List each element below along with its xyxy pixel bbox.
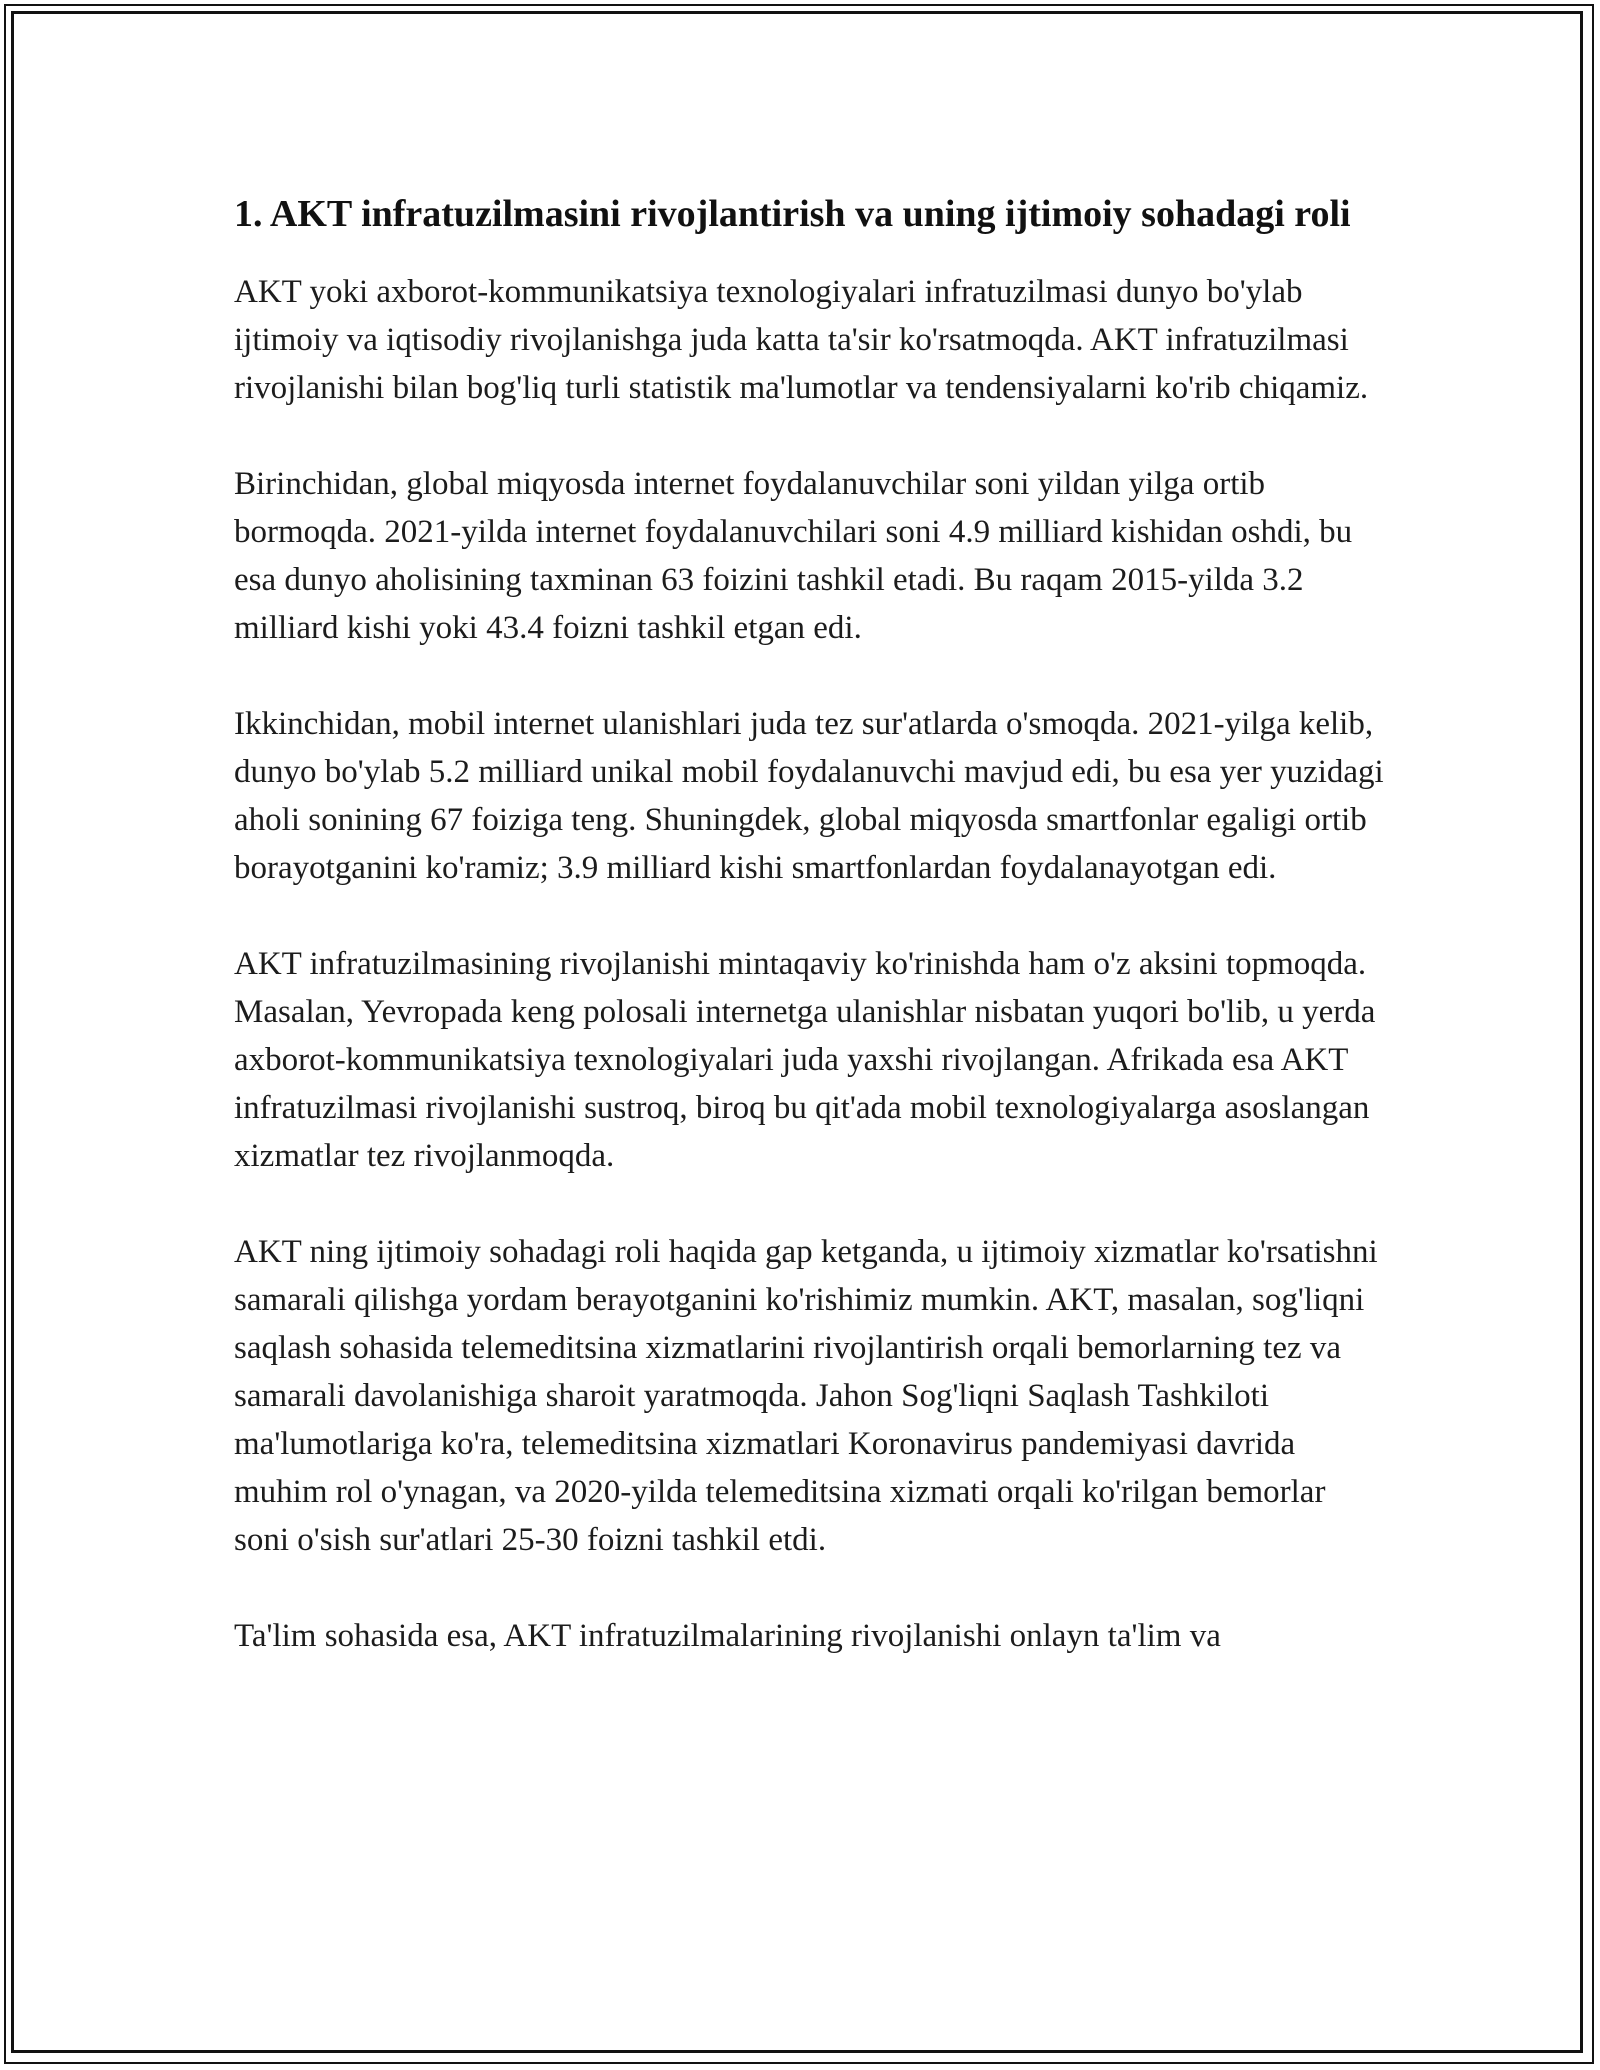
paragraph-intro: AKT yoki axborot-kommunikatsiya texnologiyalari infratuzilmasi dunyo bo'ylab ijtimoiy va iqtisodiy rivojlanishga juda katta ta'sir ko'rsatmoqda. AKT infratuzilmasi rivojlanishi bilan bog'liq turli statistik ma'lumotlar va tendensiyalarni ko'rib chiqamiz. xyxy=(234,274,1369,406)
paragraph-mobile-internet: Ikkinchidan, mobil internet ulanishlari juda tez sur'atlarda o'smoqda. 2021-yilga kelib, dunyo bo'ylab 5.2 milliard unikal mobil foydalanuvchi mavjud edi, bu esa yer yuzidagi aholi sonining 67 foiziga teng. Shuningdek, global miqyosda smartfonlar egaligi ortib borayotganini ko'ramiz; 3.9 milliard kishi smartfonlardan foydalanayotgan edi. xyxy=(234,706,1384,886)
paragraph-education: Ta'lim sohasida esa, AKT infratuzilmalarining rivojlanishi onlayn ta'lim va xyxy=(234,1618,1221,1654)
document-body xyxy=(234,187,1384,1708)
section-title: 1. AKT infratuzilmasini rivojlantirish va uning ijtimoiy sohadagi roli xyxy=(234,193,1351,235)
paragraph-social-role: AKT ning ijtimoiy sohadagi roli haqida gap ketganda, u ijtimoiy xizmatlar ko'rsatishni samarali qilishga yordam berayotganini ko'rishimiz mumkin. AKT, masalan, sog'liqni saqlash sohasida telemeditsina xizmatlarini rivojlantirish orqali bemorlarning tez va samarali davolanishiga sharoit yaratmoqda. Jahon Sog'liqni Saqlash Tashkiloti ma'lumotlariga ko'ra, telemeditsina xizmatlari Koronavirus pandemiyasi davrida muhim rol o'ynagan, va 2020-yilda telemeditsina xizmati orqali ko'rilgan bemorlar soni o'sish sur'atlari 25-30 foizni tashkil etdi. xyxy=(234,1234,1378,1558)
paragraph-internet-users: Birinchidan, global miqyosda internet foydalanuvchilar soni yildan yilga ortib bormoqda. 2021-yilda internet foydalanuvchilari soni 4.9 milliard kishidan oshdi, bu esa dunyo aholisining taxminan 63 foizini tashkil etadi. Bu raqam 2015-yilda 3.2 milliard kishi yoki 43.4 foizni tashkil etgan edi. xyxy=(234,466,1353,646)
paragraph-regional: AKT infratuzilmasining rivojlanishi mintaqaviy ko'rinishda ham o'z aksini topmoqda. Masalan, Yevropada keng polosali internetga ulanishlar nisbatan yuqori bo'lib, u yerda axborot-kommunikatsiya texnologiyalari juda yaxshi rivojlangan. Afrikada esa AKT infratuzilmasi rivojlanishi sustroq, biroq bu qit'ada mobil texnologiyalarga asoslangan xizmatlar tez rivojlanmoqda. xyxy=(234,946,1376,1174)
